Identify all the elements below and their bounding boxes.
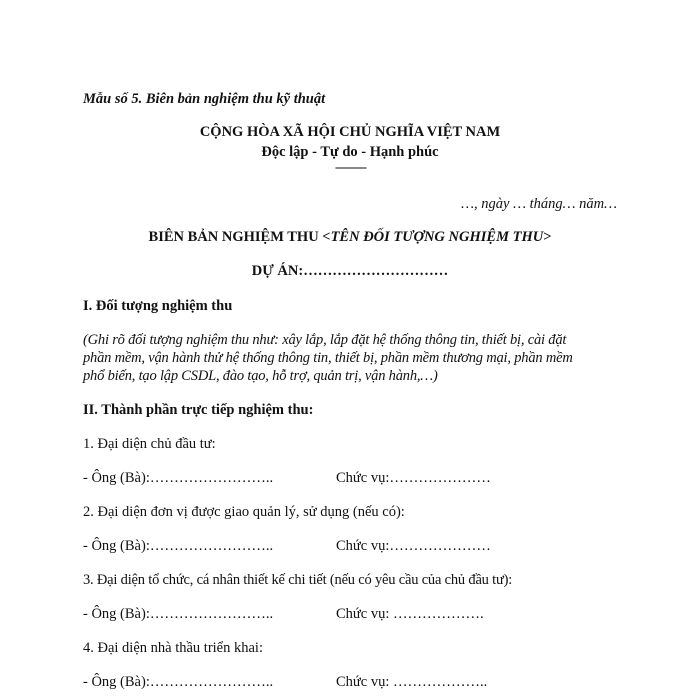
project-line: DỰ ÁN:………………………… [251, 263, 449, 279]
group-title: 2. Đại diện đơn vị được giao quản lý, sử dụng (nếu có): [83, 504, 405, 520]
position-field: Chức vụ:………………… [336, 538, 491, 554]
group-title: 4. Đại diện nhà thầu triển khai: [83, 640, 263, 656]
form-label: Mẫu số 5. Biên bản nghiệm thu kỹ thuật [83, 91, 326, 107]
name-field: - Ông (Bà):…………………….. [83, 606, 274, 622]
country-name: CỘNG HÒA XÃ HỘI CHỦ NGHĨA VIỆT NAM [199, 124, 501, 140]
section1-heading: I. Đối tượng nghiệm thu [83, 298, 233, 314]
name-field: - Ông (Bà):…………………….. [83, 470, 274, 486]
section2-heading: II. Thành phần trực tiếp nghiệm thu: [83, 402, 314, 418]
header-rule: --------------- [335, 160, 365, 174]
title-prefix: BIÊN BẢN NGHIỆM THU < [148, 229, 331, 245]
name-field: - Ông (Bà):…………………….. [83, 674, 274, 690]
position-field: Chức vụ:………………… [336, 470, 491, 486]
group-title: 3. Đại diện tổ chức, cá nhân thiết kế chi tiết (nếu có yêu cầu của chủ đầu tư): [83, 572, 513, 588]
title-object: TÊN ĐỐI TƯỢNG NGHIỆM THU [330, 229, 544, 245]
group-title: 1. Đại diện chủ đầu tư: [83, 436, 216, 452]
name-field: - Ông (Bà):…………………….. [83, 538, 274, 554]
date-line: …, ngày … tháng… năm… [461, 196, 617, 212]
section1-note-line: phổ biến, tạo lập CSDL, đào tạo, hỗ trợ, quản trị, vận hành,…) [83, 368, 438, 384]
position-field: Chức vụ: ………………. [336, 606, 484, 622]
section1-note-line: phần mềm, vận hành thử hệ thống thông tin, thiết bị, phần mềm thương mại, phần mềm [83, 350, 573, 366]
document-title [0, 228, 700, 246]
title-suffix: > [543, 229, 552, 245]
national-motto: Độc lập - Tự do - Hạnh phúc [261, 144, 439, 160]
section1-note-line: (Ghi rõ đối tượng nghiệm thu như: xây lắp, lắp đặt hệ thống thông tin, thiết bị, cài đặt [83, 332, 567, 348]
position-field: Chức vụ: ……………….. [336, 674, 488, 690]
